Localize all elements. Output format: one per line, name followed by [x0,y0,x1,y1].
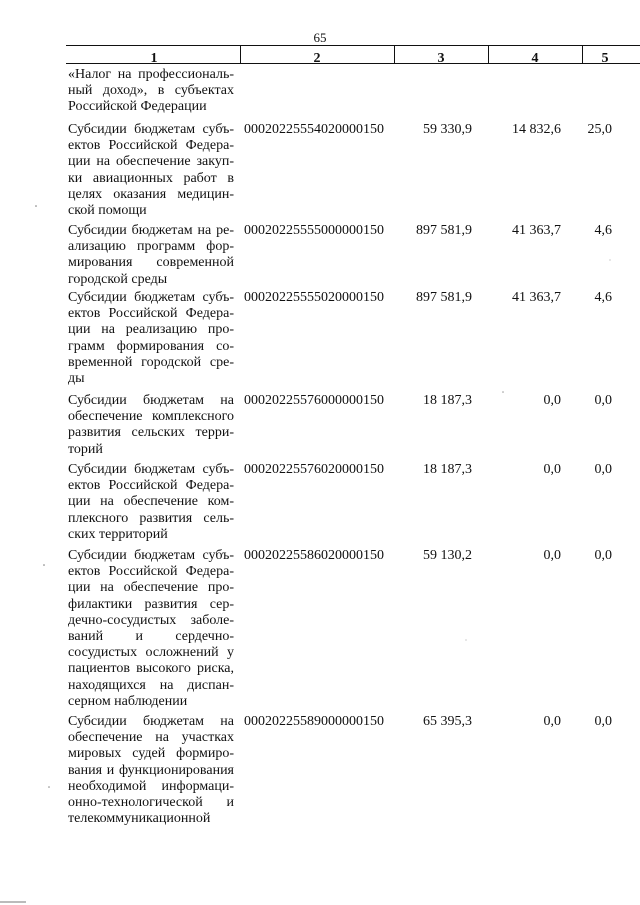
column-header-3: 3 [437,51,445,66]
row-name: Субсидии бюджетам субъ-ектов Российской Федера-ции на обеспечение ком-плексного развития сель-ских территорий [68,462,234,542]
row-value-3: 18 187,3 [423,393,472,408]
row-value-4: 41 363,7 [512,290,561,305]
row-value-4: 0,0 [543,714,561,729]
scan-speck [43,564,45,566]
scan-speck [609,259,610,260]
row-value-5: 4,6 [594,223,612,238]
row-value-4: 0,0 [543,548,561,563]
row-value-5: 0,0 [594,714,612,729]
row-name: Субсидии бюджетам субъ-ектов Российской Федера-ции на обеспечение про-филактики развития сер-дечно-сосудистых заболе-ваний и сердечно-сосудистых осложнений у пациентов высокого риска, находящихся на диспан-серном наблюдении [68,548,234,709]
row-value-4: 41 363,7 [512,223,561,238]
row-value-3: 18 187,3 [423,462,472,477]
row-code: 00020225555000000150 [244,223,384,238]
scan-speck [48,786,50,788]
table-top-rule [66,45,640,46]
row-value-3: 59 330,9 [423,122,472,137]
column-header-2: 2 [313,51,321,66]
row-name: Субсидии бюджетам субъ-ектов Российской Федера-ции на обеспечение закуп-ки авиационных работ в целях оказания медицин-ской помощи [68,122,234,219]
row-name: «Налог на профессиональ-ный доход», в субъектах Российской Федерации [68,67,234,115]
row-name: Субсидии бюджетам субъ-ектов Российской Федера-ции на реализацию про-грамм формирования со-временной городской сре-ды [68,290,234,387]
row-code: 00020225589000000150 [244,714,384,729]
row-code: 00020225576000000150 [244,393,384,408]
row-value-3: 65 395,3 [423,714,472,729]
row-value-5: 4,6 [594,290,612,305]
row-code: 00020225555020000150 [244,290,384,305]
row-value-3: 897 581,9 [416,223,472,238]
row-value-3: 59 130,2 [423,548,472,563]
page-number: 65 [313,30,327,45]
row-name: Субсидии бюджетам на ре-ализацию программ фор-мирования современной городской среды [68,223,234,287]
column-header-5: 5 [601,51,609,66]
row-value-3: 897 581,9 [416,290,472,305]
row-value-5: 0,0 [594,548,612,563]
row-name: Субсидии бюджетам на обеспечение комплексного развития сельских терри-торий [68,393,234,457]
row-name: Субсидии бюджетам на обеспечение на участках мировых судей формиро-вания и функционирования необходимой информаци-онно-технологической и телекоммуникационной [68,714,234,827]
column-header-4: 4 [531,51,539,66]
row-value-4: 0,0 [543,393,561,408]
row-value-5: 0,0 [594,393,612,408]
row-value-4: 0,0 [543,462,561,477]
row-value-5: 0,0 [594,462,612,477]
column-header-1: 1 [150,51,158,66]
row-code: 00020225554020000150 [244,122,384,137]
scan-speck [465,639,466,640]
row-code: 00020225576020000150 [244,462,384,477]
scan-speck [35,205,37,207]
row-code: 00020225586020000150 [244,548,384,563]
row-value-4: 14 832,6 [512,122,561,137]
row-value-5: 25,0 [587,122,612,137]
